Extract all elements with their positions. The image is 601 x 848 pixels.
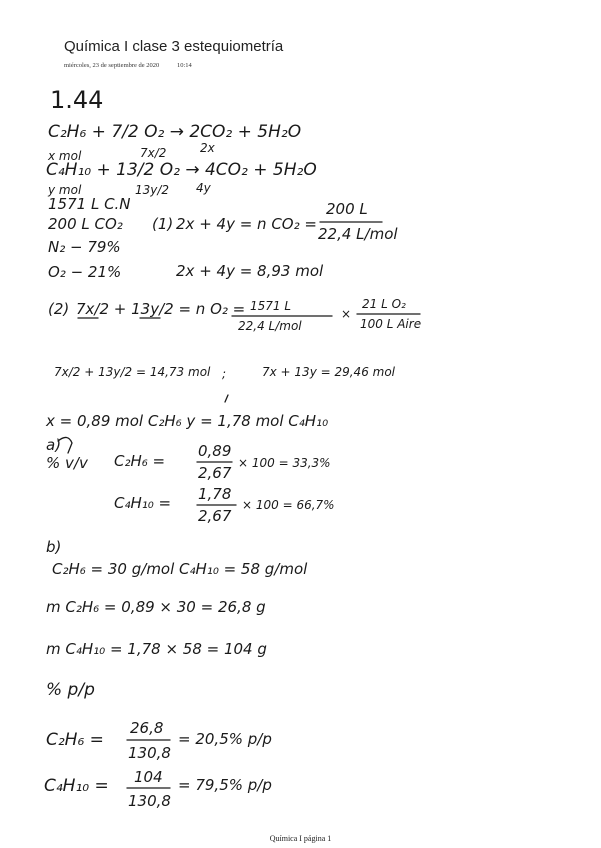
- eq2-result-a: 7x/2 + 13y/2 = 14,73 mol: [54, 365, 211, 379]
- eq2-separator: ;: [222, 367, 227, 381]
- eq2-conversion-numerator: 21 L O₂: [362, 297, 406, 311]
- butane-o2-mol: 13y/2: [135, 183, 170, 197]
- equation-butane: C₄H₁₀ + 13/2 O₂ → 4CO₂ + 5H₂O: [46, 160, 317, 180]
- eq2-label: (2): [48, 300, 70, 318]
- page-date: miércoles, 23 de septiembre de 2020: [64, 62, 160, 69]
- butane-mass: m C₄H₁₀ = 1,78 × 58 = 104 g: [46, 640, 267, 658]
- butane-pp-numerator: 104: [134, 768, 163, 786]
- butane-pp-label: C₄H₁₀ =: [44, 776, 109, 796]
- percent-pp-heading: % p/p: [46, 680, 95, 700]
- eq1-result: 2x + 4y = 8,93 mol: [176, 262, 324, 280]
- oxygen-fraction: O₂ − 21%: [48, 263, 122, 281]
- co2-volume: 200 L CO₂: [48, 215, 123, 233]
- part-b-label: b): [46, 538, 62, 556]
- butane-pp-denominator: 130,8: [128, 792, 171, 810]
- butane-vv-denominator: 2,67: [198, 507, 232, 525]
- butane-vv-numerator: 1,78: [198, 485, 232, 503]
- butane-co2-mol: 4y: [196, 181, 211, 195]
- solution-line: x = 0,89 mol C₂H₆ y = 1,78 mol C₄H₁₀: [46, 412, 329, 430]
- eq2-left: 7x/2 + 13y/2 = n O₂ =: [76, 300, 246, 318]
- eq2-conversion-denominator: 100 L Aire: [360, 317, 422, 331]
- stray-mark: [225, 395, 228, 402]
- eq2-times: ×: [341, 307, 352, 321]
- ethane-co2-mol: 2x: [200, 141, 215, 155]
- butane-vv-result: × 100 = 66,7%: [242, 498, 335, 512]
- eq1-label: (1): [152, 215, 174, 233]
- ethane-mass: m C₂H₆ = 0,89 × 30 = 26,8 g: [46, 598, 266, 616]
- butane-pp-result: = 79,5% p/p: [178, 776, 272, 794]
- percent-vv-heading: % v/v: [46, 454, 88, 472]
- ethane-o2-mol: 7x/2: [140, 146, 167, 160]
- eq1-left: 2x + 4y = n CO₂ =: [176, 215, 317, 233]
- nitrogen-fraction: N₂ − 79%: [48, 238, 121, 256]
- page-footer: Química I página 1: [269, 834, 332, 843]
- butane-vv-label: C₄H₁₀ =: [114, 494, 172, 512]
- part-a-label: a): [46, 436, 62, 454]
- ethane-vv-denominator: 2,67: [198, 464, 232, 482]
- eq1-fraction-denominator: 22,4 L/mol: [318, 225, 398, 243]
- eq1-fraction-numerator: 200 L: [326, 200, 368, 218]
- air-volume: 1571 L C.N: [48, 195, 131, 213]
- ethane-vv-label: C₂H₆ =: [114, 452, 166, 470]
- ethane-vv-numerator: 0,89: [198, 442, 232, 460]
- ethane-mol-label: x mol: [48, 149, 82, 163]
- ethane-vv-result: × 100 = 33,3%: [238, 456, 331, 470]
- page-time: 10:14: [176, 62, 192, 69]
- ethane-pp-numerator: 26,8: [130, 719, 164, 737]
- problem-number: 1.44: [50, 86, 104, 114]
- molar-masses: C₂H₆ = 30 g/mol C₄H₁₀ = 58 g/mol: [52, 560, 308, 578]
- ethane-pp-result: = 20,5% p/p: [178, 730, 272, 748]
- equation-ethane: C₂H₆ + 7/2 O₂ → 2CO₂ + 5H₂O: [48, 122, 302, 142]
- eq2-fraction-denominator: 22,4 L/mol: [238, 319, 302, 333]
- butane-mol-label: y mol: [48, 183, 82, 197]
- page-title: Química I clase 3 estequiometría: [64, 38, 284, 55]
- ethane-pp-label: C₂H₆ =: [46, 730, 104, 750]
- ethane-pp-denominator: 130,8: [128, 744, 171, 762]
- eq2-fraction-numerator: 1571 L: [250, 299, 292, 313]
- eq2-result-b: 7x + 13y = 29,46 mol: [262, 365, 396, 379]
